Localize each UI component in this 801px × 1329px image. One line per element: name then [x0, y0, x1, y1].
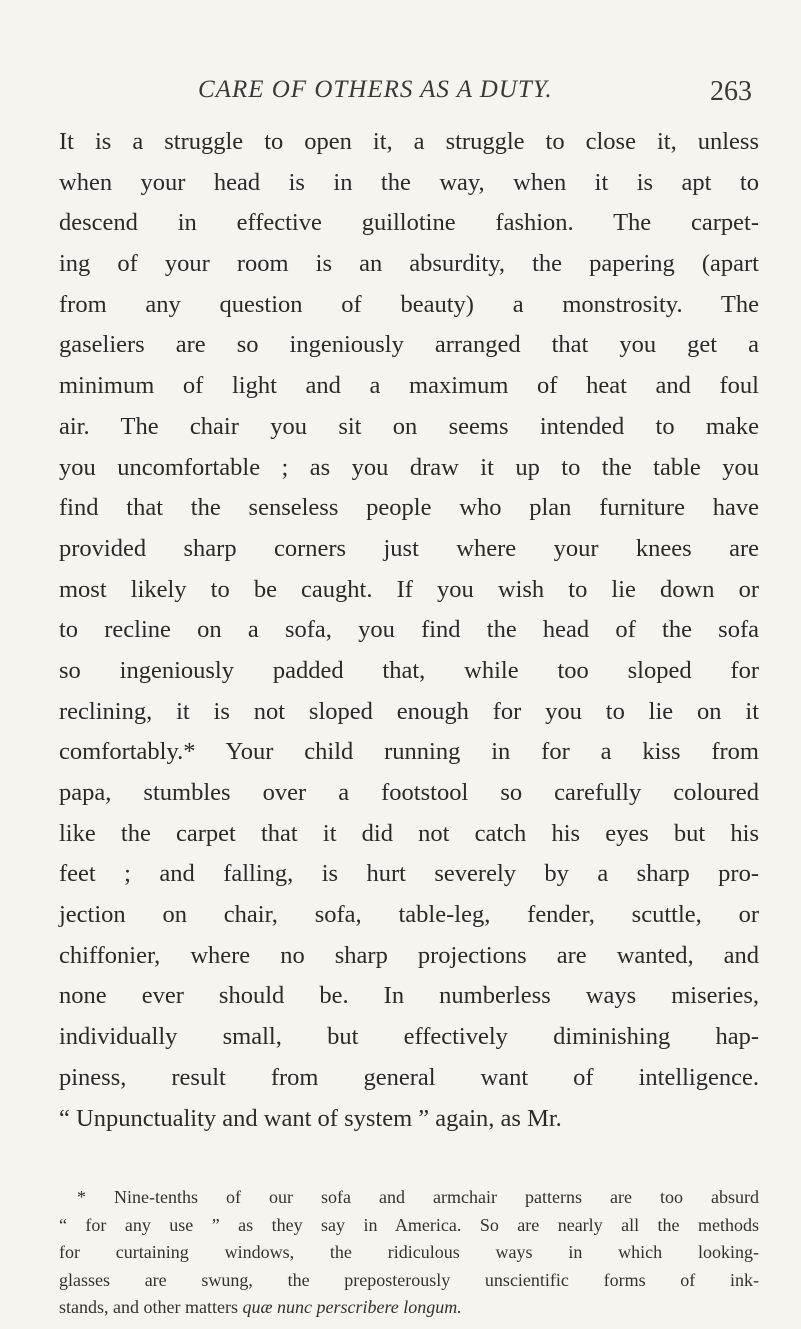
body-text — [59, 122, 759, 1139]
footnote-line: for curtaining windows, the ridiculous ways in which looking- — [59, 1242, 759, 1262]
footnote-latin-phrase: quæ nunc perscribere longum. — [242, 1297, 462, 1317]
running-title: CARE OF OTHERS AS A DUTY. — [198, 76, 553, 103]
body-line: provided sharp corners just where your knees are — [59, 534, 759, 562]
body-line: you uncomfortable ; as you draw it up to the table you — [59, 453, 759, 481]
body-line: descend in effective guillotine fashion. The carpet- — [59, 209, 759, 237]
body-line: ing of your room is an absurdity, the papering (apart — [59, 250, 759, 278]
footnote-line: “ for any use ” as they say in America. So are nearly all the methods — [59, 1214, 759, 1235]
body-line: minimum of light and a maximum of heat and foul — [59, 372, 759, 400]
body-line: so ingeniously padded that, while too sloped for — [59, 656, 759, 684]
body-line: reclining, it is not sloped enough for you to lie on it — [59, 697, 759, 725]
body-line: feet ; and falling, is hurt severely by a sharp pro- — [59, 860, 759, 888]
body-line: piness, result from general want of intelligence. — [59, 1063, 759, 1091]
body-line: “ Unpunctuality and want of system ” again, as Mr. — [59, 1104, 562, 1132]
body-line: individually small, but effectively diminishing hap- — [59, 1023, 759, 1051]
body-line: air. The chair you sit on seems intended to make — [59, 412, 759, 440]
body-line: from any question of beauty) a monstrosity. The — [59, 290, 759, 318]
body-line: none ever should be. In numberless ways miseries, — [59, 982, 759, 1010]
body-line: gaseliers are so ingeniously arranged that you get a — [59, 331, 759, 359]
body-line: papa, stumbles over a footstool so carefully coloured — [59, 779, 759, 806]
footnote-last-line-start: stands, and other matters — [59, 1297, 243, 1317]
footnote-line: * Nine-tenths of our sofa and armchair patterns are too absurd — [77, 1187, 759, 1207]
footnote-last-line — [59, 1294, 759, 1322]
footnote-line: glasses are swung, the preposterously unscientific forms of ink- — [59, 1269, 759, 1290]
body-line: like the carpet that it did not catch his eyes but his — [59, 819, 759, 847]
body-line: to recline on a sofa, you find the head of the sofa — [59, 616, 759, 644]
page-number: 263 — [710, 76, 752, 107]
footnote — [59, 1184, 759, 1322]
body-line: comfortably.* Your child running in for a kiss from — [59, 738, 759, 766]
body-line: chiffonier, where no sharp projections are wanted, and — [59, 941, 759, 969]
body-line: It is a struggle to open it, a struggle to close it, unless — [59, 128, 759, 155]
body-line: most likely to be caught. If you wish to lie down or — [59, 575, 759, 603]
body-line: find that the senseless people who plan furniture have — [59, 494, 759, 522]
body-line: when your head is in the way, when it is apt to — [59, 168, 759, 196]
running-head — [0, 62, 801, 112]
body-line: jection on chair, sofa, table-leg, fender, scuttle, or — [59, 901, 759, 929]
